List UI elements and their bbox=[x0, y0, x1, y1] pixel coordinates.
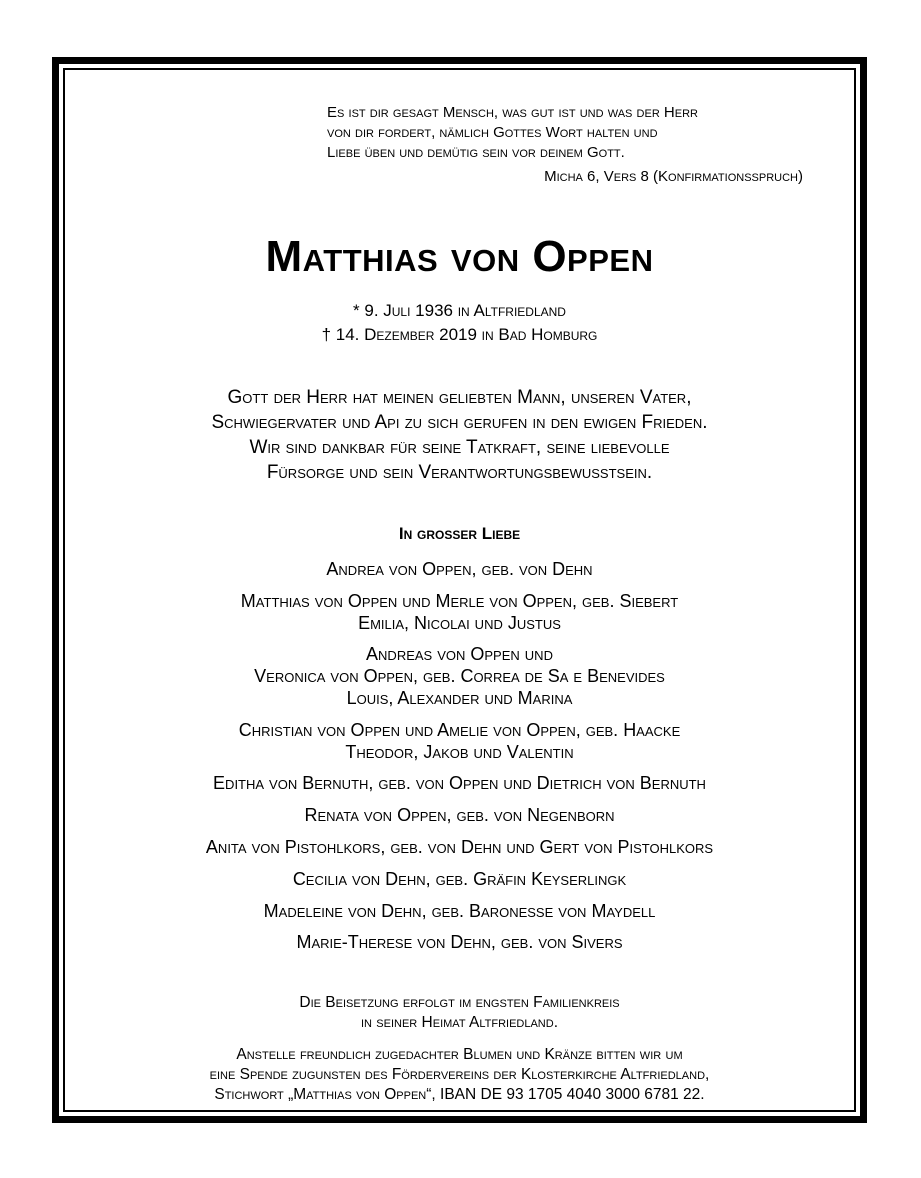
mourner-line: Christian von Oppen und Amelie von Oppen, geb. Haacke bbox=[238, 719, 681, 740]
donation-line: Stichwort „Matthias von Oppen“, IBAN DE 93 1705 4040 3000 6781 22. bbox=[214, 1086, 705, 1103]
obituary-content bbox=[63, 68, 856, 1112]
deceased-name: Matthias von Oppen bbox=[265, 232, 654, 281]
mourner-line: Andrea von Oppen, geb. von Dehn bbox=[326, 559, 593, 579]
mourner-line: Theodor, Jakob und Valentin bbox=[345, 741, 574, 762]
life-dates bbox=[65, 299, 854, 347]
mourner-group bbox=[65, 932, 854, 954]
mourner-group bbox=[65, 869, 854, 891]
mourner-line: Renata von Oppen, geb. von Negenborn bbox=[304, 805, 615, 826]
obituary-frame bbox=[52, 57, 867, 1123]
mourner-group bbox=[65, 591, 854, 635]
mourner-line: Andreas von Oppen und bbox=[366, 644, 553, 665]
birth-date: * 9. Juli 1936 in Altfriedland bbox=[353, 301, 566, 320]
burial-line: Die Beisetzung erfolgt im engsten Familienkreis bbox=[299, 994, 620, 1011]
death-date: † 14. Dezember 2019 in Bad Homburg bbox=[321, 325, 598, 344]
mourner-line: Anita von Pistohlkors, geb. von Dehn und Gert von Pistohlkors bbox=[205, 836, 714, 857]
message-line: Fürsorge und sein Verantwortungsbewusstsein. bbox=[266, 462, 653, 483]
mourner-group bbox=[65, 720, 854, 764]
verse-reference: Micha 6, Vers 8 (Konfirmationsspruch) bbox=[544, 168, 803, 185]
mourner-line: Matthias von Oppen und Merle von Oppen, geb. Siebert bbox=[240, 590, 679, 611]
mourner-group bbox=[65, 559, 854, 581]
mourner-group bbox=[65, 644, 854, 709]
mourner-line: Marie-Therese von Dehn, geb. von Sivers bbox=[296, 932, 623, 953]
mourner-line: Veronica von Oppen, geb. Correa de Sa e Benevides bbox=[254, 666, 665, 687]
donation-line: Anstelle freundlich zugedachter Blumen und Kränze bitten wir um bbox=[236, 1046, 683, 1063]
mourner-group bbox=[65, 837, 854, 859]
burial-notice bbox=[65, 993, 854, 1033]
obituary-footer bbox=[65, 993, 854, 1117]
mourner-line: Emilia, Nicolai und Justus bbox=[358, 612, 561, 633]
confirmation-verse bbox=[327, 103, 807, 187]
verse-line: von dir fordert, nämlich Gottes Wort halten und bbox=[327, 124, 658, 141]
message-line: Gott der Herr hat meinen geliebten Mann, unseren Vater, bbox=[227, 387, 692, 408]
mourner-line: Madeleine von Dehn, geb. Baronesse von Maydell bbox=[263, 900, 656, 921]
mourners-heading: In grosser Liebe bbox=[398, 524, 521, 543]
mourner-line: Editha von Bernuth, geb. von Oppen und Dietrich von Bernuth bbox=[213, 773, 706, 794]
frame-gap bbox=[59, 64, 860, 1116]
mourner-line: Louis, Alexander und Marina bbox=[346, 687, 573, 708]
donation-notice bbox=[65, 1045, 854, 1105]
message-line: Schwiegervater und Api zu sich gerufen in den ewigen Frieden. bbox=[211, 412, 708, 433]
burial-line: in seiner Heimat Altfriedland. bbox=[360, 1014, 558, 1031]
mourner-group bbox=[65, 805, 854, 827]
verse-line: Liebe üben und demütig sein vor deinem Gott. bbox=[327, 144, 625, 161]
donation-line: eine Spende zugunsten des Fördervereins der Klosterkirche Altfriedland, bbox=[209, 1066, 710, 1083]
mourners-list bbox=[65, 559, 854, 964]
mourning-message bbox=[65, 385, 854, 485]
mourner-line: Cecilia von Dehn, geb. Gräfin Keyserlingk bbox=[292, 868, 627, 889]
message-line: Wir sind dankbar für seine Tatkraft, seine liebevolle bbox=[249, 437, 670, 458]
mourner-group bbox=[65, 901, 854, 923]
mourner-group bbox=[65, 773, 854, 795]
verse-line: Es ist dir gesagt Mensch, was gut ist und was der Herr bbox=[327, 104, 698, 121]
